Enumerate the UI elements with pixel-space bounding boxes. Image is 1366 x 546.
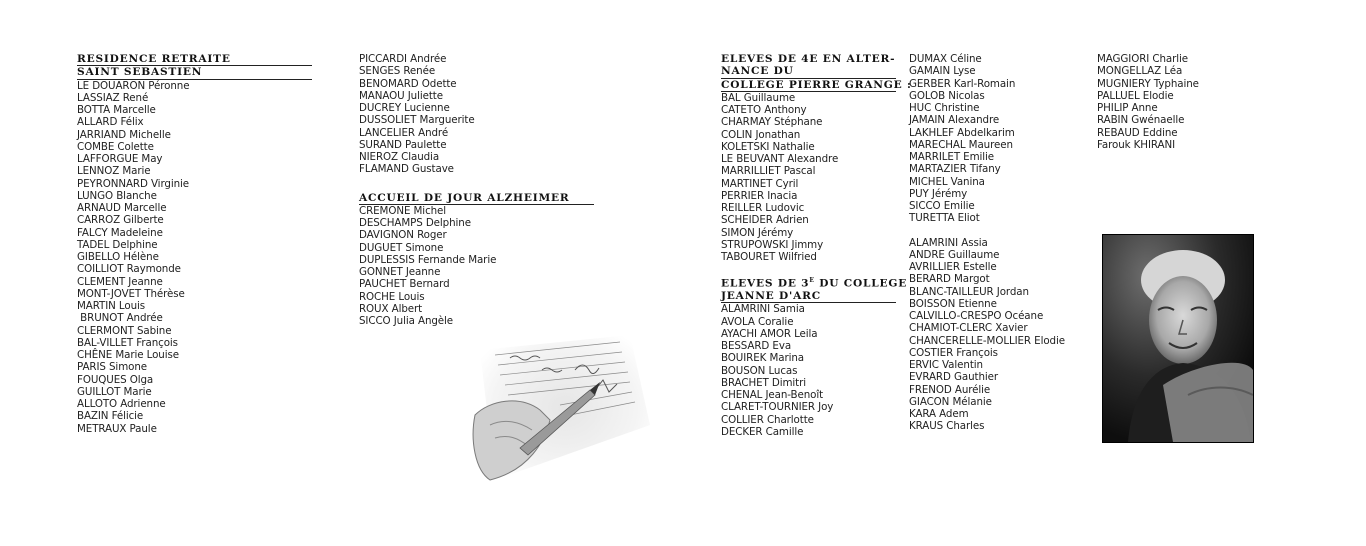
name-list-item: GOLOB Nicolas	[909, 89, 985, 102]
name-list-item: BRACHET Dimitri	[721, 376, 806, 389]
name-list-item: SENGES Renée	[359, 65, 436, 78]
name-list-item: CHARMAY Stéphane	[721, 116, 823, 129]
name-list-item: GERBER Karl-Romain	[909, 77, 1016, 90]
name-list-item: LENNOZ Marie	[77, 165, 151, 178]
name-list-item: TABOURET Wilfried	[721, 251, 817, 263]
name-list-item: COILLIOT Raymonde	[77, 263, 181, 276]
name-list-item: EVRARD Gauthier	[909, 371, 998, 384]
name-list-item: PAUCHET Bernard	[359, 278, 450, 291]
name-list-item: GUILLOT Marie	[77, 385, 152, 398]
name-list-item: BOUIREK Marina	[721, 352, 804, 365]
name-list-item: BLANC-TAILLEUR Jordan	[909, 285, 1029, 298]
name-list-item: STRUPOWSKI Jimmy	[721, 238, 824, 251]
name-list-item: CHÊNE Marie Louise	[77, 349, 179, 361]
name-list-item: LUNGO Blanche	[77, 189, 157, 202]
name-list-item: COLLIER Charlotte	[721, 413, 814, 426]
eleves-3e-heading-line2: JEANNE D'ARC	[721, 290, 896, 303]
residence-names-list	[77, 80, 312, 435]
name-list-item: REILLER Ludovic	[721, 202, 805, 214]
name-list-item: MAGGIORI Charlie	[1097, 53, 1189, 65]
name-list-item: GONNET Jeanne	[359, 266, 441, 278]
name-list-item: MARTIN Louis	[77, 300, 146, 312]
name-list-item: LANCELIER André	[359, 126, 449, 139]
name-list-item: PHILIP Anne	[1097, 102, 1158, 114]
name-list-item: FLAMAND Gustave	[359, 163, 454, 176]
name-list-item: NIEROZ Claudia	[359, 151, 440, 163]
name-list-item: ROCHE Louis	[359, 290, 425, 303]
name-list-item: GAMAIN Lyse	[909, 65, 976, 78]
name-list-item: LAKHLEF Abdelkarim	[909, 126, 1015, 139]
name-list-item: ANDRE Guillaume	[909, 248, 1000, 261]
name-list-item: CHENAL Jean-Benoît	[721, 389, 824, 402]
name-list-item: MARRILLIET Pascal	[721, 165, 816, 178]
name-list-item: CLEMENT Jeanne	[77, 275, 163, 288]
name-list-item: LE BEUVANT Alexandre	[721, 153, 839, 165]
residence-column	[77, 53, 312, 435]
name-list-item: MICHEL Vanina	[909, 175, 985, 188]
eleves-4e-heading-line1: ELEVES DE 4E EN ALTER-	[721, 53, 896, 65]
name-list-item: AVRILLIER Estelle	[909, 261, 997, 273]
name-list-item: BAL Guillaume	[721, 91, 796, 104]
eleves-3e-heading-line1: ELEVES DE $3^E$ DU COLLEGE	[721, 277, 908, 290]
students-names-list-bottom	[909, 237, 1089, 433]
name-list-item: DAVIGNON Roger	[359, 229, 447, 242]
name-list-item: RABIN Gwénaelle	[1097, 114, 1185, 127]
students-names-list-3	[1097, 53, 1277, 151]
eleves-4e-heading	[721, 53, 912, 92]
name-list-item: DUCREY Lucienne	[359, 102, 450, 114]
name-list-item: METRAUX Paule	[77, 422, 157, 435]
name-list-item: MANAOU Juliette	[359, 89, 443, 102]
name-list-item: BOTTA Marcelle	[77, 104, 156, 116]
name-list-item: COSTIER François	[909, 346, 998, 359]
name-list-item: DUGUET Simone	[359, 241, 444, 254]
name-list-item: PUY Jérémy	[909, 187, 968, 200]
name-list-item: ALLARD Félix	[77, 116, 144, 129]
name-list-item: KOLETSKI Nathalie	[721, 140, 815, 153]
name-list-item: COLIN Jonathan	[721, 128, 801, 141]
eleves-4e-heading-line3: COLLEGE PIERRE GRANGE :	[721, 78, 912, 91]
residence-heading-line2: SAINT SEBASTIEN	[77, 66, 312, 79]
name-list-item: MARRILET Emilie	[909, 151, 995, 163]
name-list-item: SCHEIDER Adrien	[721, 214, 809, 227]
name-list-item: KARA Adem	[909, 408, 969, 420]
name-list-item: BERARD Margot	[909, 273, 990, 286]
name-list-item: BENOMARD Odette	[359, 77, 457, 90]
name-list-item: LAFFORGUE May	[77, 153, 163, 165]
name-list-item: SIMON Jérémy	[721, 226, 794, 239]
eleves-3e-names-list	[721, 303, 896, 438]
name-list-item: GIACON Mélanie	[909, 395, 992, 408]
eleves-4e-heading-line2: NANCE DU	[721, 65, 896, 78]
hand-writing-sketch	[450, 330, 655, 490]
name-list-item: JAMAIN Alexandre	[909, 114, 1000, 127]
residence-heading	[77, 53, 312, 80]
name-list-item: LASSIAZ René	[77, 91, 149, 104]
name-list-item: REBAUD Eddine	[1097, 126, 1178, 139]
name-list-item: PALLUEL Elodie	[1097, 89, 1174, 102]
residence-heading-line1: RESIDENCE RETRAITE	[77, 53, 312, 66]
name-list-item: BAL-VILLET François	[77, 336, 178, 349]
students-names-list-top	[909, 53, 1089, 225]
name-list-item: BESSARD Eva	[721, 340, 792, 353]
name-list-item: DECKER Camille	[721, 425, 804, 438]
name-list-item: KRAUS Charles	[909, 420, 985, 433]
students-column-3	[1097, 53, 1277, 151]
name-list-item: ROUX Albert	[359, 302, 423, 315]
name-list-item: AYACHI AMOR Leila	[721, 327, 818, 340]
eleves-4e-names-list	[721, 92, 896, 264]
name-list-item: CLERMONT Sabine	[77, 324, 172, 337]
name-list-item: MARTAZIER Tifany	[909, 163, 1001, 176]
name-list-item: ERVIC Valentin	[909, 359, 983, 371]
name-list-item: MONT-JOVET Thérèse	[77, 287, 185, 300]
name-list-item: PARIS Simone	[77, 361, 147, 374]
name-list-item: HUC Christine	[909, 102, 980, 114]
name-list-item: DESCHAMPS Delphine	[359, 217, 471, 229]
name-list-item: MARTINET Cyril	[721, 177, 799, 190]
name-list-item: CALVILLO-CRESPO Océane	[909, 310, 1044, 322]
name-list-item: JARRIAND Michelle	[77, 128, 171, 141]
name-list-item: COMBE Colette	[77, 140, 154, 153]
name-list-item: ARNAUD Marcelle	[77, 202, 167, 214]
students-column-2	[909, 53, 1089, 433]
name-list-item: SICCO Emilie	[909, 200, 975, 212]
name-list-item: FOUQUES Olga	[77, 373, 154, 386]
name-list-item: BRUNOT Andrée	[77, 312, 163, 325]
name-list-item: DUPLESSIS Fernande Marie	[359, 253, 497, 266]
name-list-item: DUMAX Céline	[909, 53, 982, 65]
name-list-item: TADEL Delphine	[77, 238, 158, 251]
name-list-item: SURAND Paulette	[359, 138, 447, 151]
elderly-woman-photo	[1102, 234, 1254, 443]
alzheimer-names-list	[359, 205, 594, 328]
name-list-item: DUSSOLIET Marguerite	[359, 114, 475, 127]
name-list-item: CATETO Anthony	[721, 104, 807, 116]
name-list-item: TURETTA Eliot	[909, 212, 980, 225]
residence-continued-column	[359, 53, 594, 327]
name-list-item: CHAMIOT-CLERC Xavier	[909, 322, 1028, 335]
name-list-item: Farouk KHIRANI	[1097, 138, 1176, 151]
name-list-item: BOUSON Lucas	[721, 364, 798, 377]
name-list-item: CHANCERELLE-MOLLIER Elodie	[909, 334, 1065, 347]
name-list-item: BOISSON Etienne	[909, 297, 997, 310]
name-list-item: FRENOD Aurélie	[909, 383, 991, 396]
name-list-item: FALCY Madeleine	[77, 226, 163, 239]
name-list-item: ALAMRINI Assia	[909, 236, 988, 249]
name-list-item: ALAMRINI Samia	[721, 303, 805, 316]
alzheimer-heading-line: ACCUEIL DE JOUR ALZHEIMER	[359, 192, 594, 205]
students-column	[721, 53, 912, 438]
name-list-item: LE DOUARON Péronne	[77, 79, 190, 92]
name-list-item: PEYRONNARD Virginie	[77, 177, 190, 190]
name-list-item: ALLOTO Adrienne	[77, 398, 166, 410]
name-list-item: CARROZ Gilberte	[77, 214, 164, 227]
name-list-item: PICCARDI Andrée	[359, 53, 447, 65]
name-list-item: AVOLA Coralie	[721, 315, 794, 328]
residence-names-list-continued	[359, 53, 594, 176]
name-list-item: CREMONE Michel	[359, 204, 447, 217]
name-list-item: MARECHAL Maureen	[909, 138, 1013, 151]
alzheimer-heading	[359, 192, 594, 205]
name-list-item: MUGNIERY Typhaine	[1097, 77, 1199, 90]
eleves-3e-heading	[721, 275, 908, 303]
name-list-item: SICCO Julia Angèle	[359, 315, 454, 327]
name-list-item: BAZIN Félicie	[77, 410, 144, 423]
name-list-item: CLARET-TOURNIER Joy	[721, 401, 834, 414]
name-list-item: GIBELLO Hélène	[77, 251, 159, 263]
name-list-item: PERRIER Inacia	[721, 189, 798, 202]
name-list-item: MONGELLAZ Léa	[1097, 65, 1183, 78]
